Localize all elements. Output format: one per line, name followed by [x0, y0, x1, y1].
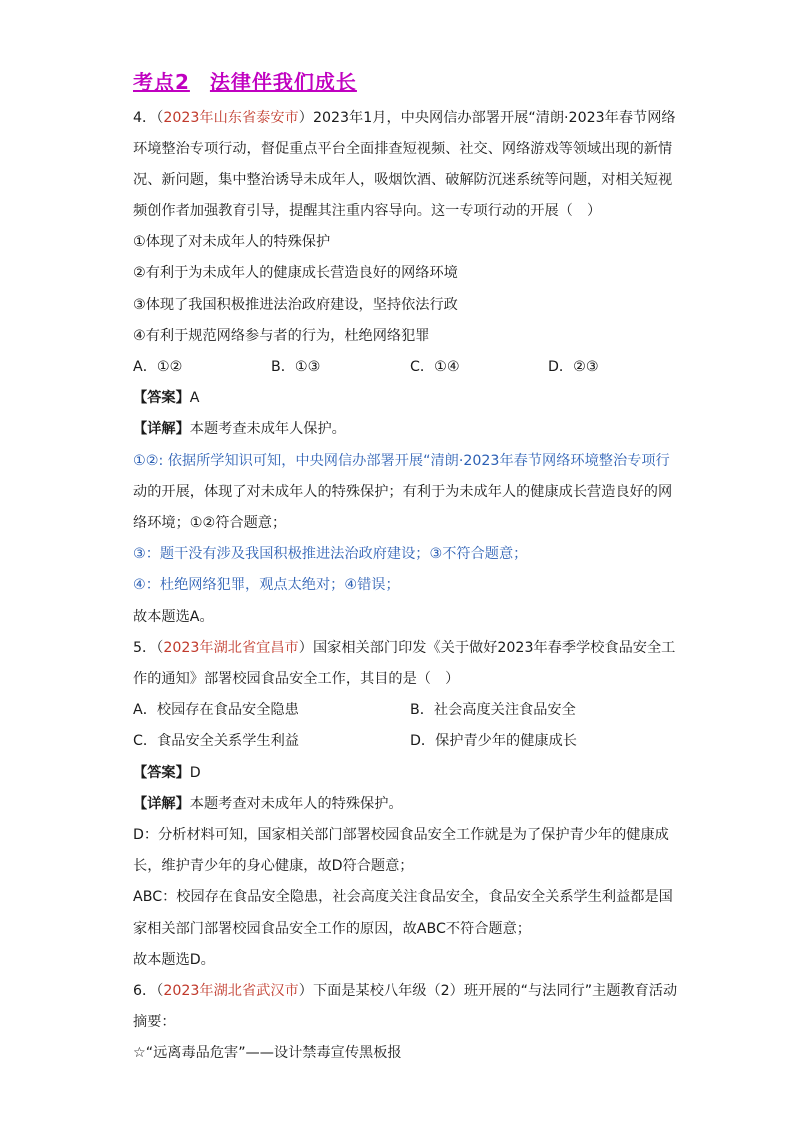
q5-conclusion: 故本题选D。 [133, 952, 215, 968]
q4-explanation-line-2: 动的开展，体现了对未成年人的特殊保护；有利于为未成年人的健康成长营造良好的网 [133, 484, 673, 500]
section-label: 考点2 [133, 70, 190, 94]
q5-source: 2023年湖北省宜昌市 [163, 640, 299, 656]
section-title: 法律伴我们成长 [209, 70, 357, 94]
q4-option-c: C．①④ [410, 359, 460, 375]
q4-source: 2023年山东省泰安市 [163, 110, 299, 126]
q4-explanation-line-1: ①②: 依据所学知识可知，中央网信办部署开展“清朗·2023年春节网络环境整治专项行 [133, 453, 670, 469]
q5-option-a: A．校园存在食品安全隐患 [133, 702, 299, 718]
q5-stem-line-2: 作的通知》部署校园食品安全工作，其目的是（ ） [133, 671, 460, 687]
q4-detail: 【详解】本题考查未成年人保护。 [133, 421, 346, 437]
q4-conclusion: 故本题选A。 [133, 609, 214, 625]
q5-answer: 【答案】D [133, 765, 201, 781]
q5-explanation-line-2: 长，维护青少年的身心健康，故D符合题意； [133, 858, 414, 874]
q4-option-a: A．①② [133, 359, 183, 375]
q6-stem-line-2: 摘要： [133, 1014, 176, 1030]
q5-explanation-line-3: ABC：校园存在食品安全隐患，社会高度关注食品安全，食品安全关系学生利益都是国 [133, 889, 673, 905]
q4-answer: 【答案】A [133, 390, 200, 406]
q4-stem-line-2: 环境整治专项行动，督促重点平台全面排查短视频、社交、网络游戏等领域出现的新情 [133, 141, 673, 157]
q4-option-d: D．②③ [548, 359, 599, 375]
q4-explanation-line-3: 络环境；①②符合题意； [133, 515, 287, 531]
q4-explanation-item-3: ③：题干没有涉及我国积极推进法治政府建设；③不符合题意； [133, 546, 528, 562]
q4-item-3: ③体现了我国积极推进法治政府建设，坚持依法行政 [133, 297, 458, 313]
q4-stem-line-1: 4．（2023年山东省泰安市）2023年1月，中央网信办部署开展“清朗·2023年春节网络 [133, 110, 676, 126]
q5-option-d: D．保护青少年的健康成长 [410, 733, 577, 749]
q5-option-b: B．社会高度关注食品安全 [410, 702, 576, 718]
q5-explanation-line-1: D：分析材料可知，国家相关部门部署校园食品安全工作就是为了保护青少年的健康成 [133, 827, 669, 843]
q5-stem-line-1: 5．（2023年湖北省宜昌市）国家相关部门印发《关于做好2023年春季学校食品安全工 [133, 640, 676, 656]
q4-explanation-item-4: ④：杜绝网络犯罪，观点太绝对；④错误； [133, 577, 400, 593]
q6-activity-item-1: ☆“远离毒品危害”——设计禁毒宣传黑板报 [133, 1045, 402, 1061]
q4-item-4: ④有利于规范网络参与者的行为，杜绝网络犯罪 [133, 328, 430, 344]
q4-item-2: ②有利于为未成年人的健康成长营造良好的网络环境 [133, 265, 458, 281]
q4-stem-line-4: 频创作者加强教育引导，提醒其注重内容导向。这一专项行动的开展（ ） [133, 203, 602, 219]
q4-stem-line-3: 况、新问题，集中整治诱导未成年人，吸烟饮酒、破解防沉迷系统等问题，对相关短视 [133, 172, 673, 188]
q5-explanation-line-4: 家相关部门部署校园食品安全工作的原因，故ABC不符合题意； [133, 921, 531, 937]
q5-option-c: C．食品安全关系学生利益 [133, 733, 299, 749]
q5-detail: 【详解】本题考查对未成年人的特殊保护。 [133, 796, 403, 812]
q6-stem-line-1: 6．（2023年湖北省武汉市）下面是某校八年级（2）班开展的“与法同行”主题教育活动 [133, 983, 678, 999]
q4-option-b: B．①③ [271, 359, 321, 375]
q4-item-1: ①体现了对未成年人的特殊保护 [133, 234, 331, 250]
section-heading [133, 66, 357, 95]
q6-source: 2023年湖北省武汉市 [163, 983, 299, 999]
